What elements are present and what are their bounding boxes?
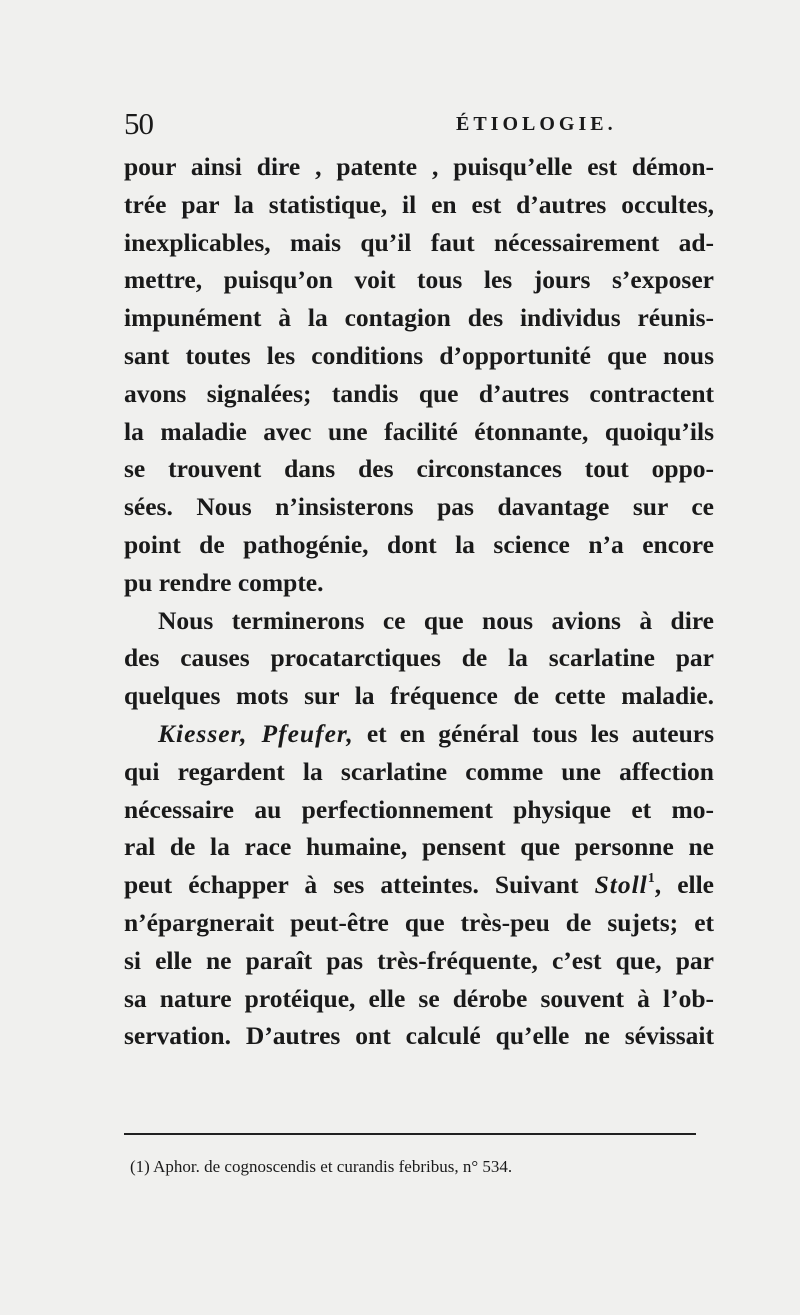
body-text [124, 148, 714, 1055]
text-line: qui regardent la scarlatine comme une affection [124, 756, 714, 786]
text-line: Nous terminerons ce que nous avions à dire [158, 605, 714, 635]
page-number: 50 [124, 106, 153, 141]
footnote-divider [124, 1133, 696, 1135]
text-line: n’épargnerait peut-être que très-peu de sujets; et [124, 907, 714, 937]
text-line: si elle ne paraît pas très-fréquente, c’est que, par [124, 945, 714, 975]
text-line: mettre, puisqu’on voit tous les jours s’exposer [124, 265, 714, 295]
text-line: pour ainsi dire , patente , puisqu’elle est démon- [124, 152, 714, 181]
text-line-stoll [124, 866, 714, 904]
text-segment: et en général tous les auteurs [366, 718, 714, 748]
text-line: quelques mots sur la fréquence de cette maladie. [124, 681, 714, 711]
text-line: la maladie avec une facilité étonnante, quoiqu’ils [124, 416, 714, 446]
text-line: inexplicables, mais qu’il faut nécessairement ad- [124, 227, 714, 257]
text-line: trée par la statistique, il en est d’autres occultes, [124, 189, 714, 219]
text-segment: peut échapper à ses atteintes. Suivant [124, 870, 579, 900]
text-segment: , elle [654, 870, 714, 900]
author-names: Kiesser, Pfeufer, [158, 718, 354, 748]
running-title: ÉTIOLOGIE. [456, 113, 617, 135]
text-line: ral de la race humaine, pensent que personne ne [124, 832, 714, 862]
text-line: servation. D’autres ont calculé qu’elle ne sévissait [124, 1021, 714, 1051]
text-line: pu rendre compte. [124, 567, 324, 597]
text-line: point de pathogénie, dont la science n’a encore [124, 529, 714, 559]
text-line: des causes procatarctiques de la scarlatine par [124, 643, 714, 673]
text-line: sées. Nous n’insisterons pas davantage sur ce [124, 492, 714, 522]
text-line: impunément à la contagion des individus réunis- [124, 303, 714, 333]
text-line: avons signalées; tandis que d’autres contractent [124, 378, 714, 408]
text-line: sant toutes les conditions d’opportunité que nous [124, 340, 714, 370]
author-stoll: Stoll [594, 870, 648, 900]
page-header [124, 104, 714, 144]
text-line: nécessaire au perfectionnement physique et mo- [124, 794, 714, 824]
footnote-marker: 1 [647, 871, 655, 887]
text-line: se trouvent dans des circonstances tout oppo- [124, 454, 714, 484]
text-line: sa nature protéique, elle se dérobe souvent à l’ob- [124, 983, 714, 1013]
footnote: (1) Aphor. de cognoscendis et curandis febribus, n° 534. [130, 1157, 513, 1176]
text-line-authors [124, 715, 714, 753]
